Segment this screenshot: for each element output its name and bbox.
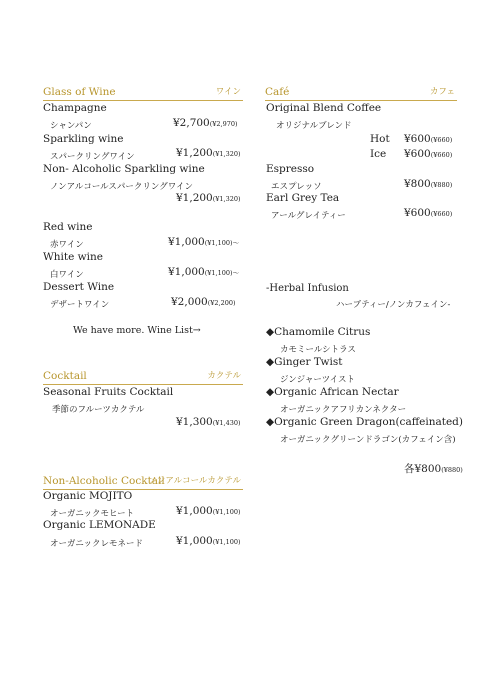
mojito-name: Organic MOJITO [43,490,133,502]
red-wine-jp: 赤ワイン [50,240,84,250]
wine-heading-jp: ワイン [215,87,241,97]
wine-section-heading [43,86,243,101]
nonalc-sparkling-price: ¥1,200(¥1,320) [176,192,241,204]
sparkling-jp: スパークリングワイン [50,152,135,162]
lemonade-price: ¥1,000(¥1,100) [176,535,241,547]
herbal-item-chamomile-jp: カモミールシトラス [280,345,356,355]
nonalc-sparkling-name: Non- Alcoholic Sparkling wine [43,163,205,175]
cocktail-heading-jp: カクテル [207,371,241,381]
cocktail-section-heading [43,370,243,385]
seasonal-cocktail-name: Seasonal Fruits Cocktail [43,386,174,398]
herbal-item-green-dragon: ◆Organic Green Dragon(caffeinated) [266,416,464,428]
hot-price: ¥600(¥660) [404,133,453,145]
blend-coffee-name: Original Blend Coffee [266,102,382,114]
herbal-item-green-dragon-jp: オーガニックグリーンドラゴン(カフェイン含) [280,435,456,445]
hot-label: Hot [370,133,390,145]
herbal-subheading: ハーブティー/ノンカフェイン- [336,300,451,310]
nonalc-sparkling-jp: ノンアルコールスパークリングワイン [50,182,193,192]
white-wine-price: ¥1,000(¥1,100)〜 [168,266,240,278]
herbal-item-ginger: ◆Ginger Twist [266,356,343,368]
dessert-wine-price: ¥2,000(¥2,200) [171,296,236,308]
nonalc-cocktail-heading: Non-Alcoholic Cocktail [43,475,165,487]
ice-label: Ice [370,148,387,160]
ice-price: ¥600(¥660) [404,148,453,160]
red-wine-name: Red wine [43,221,93,233]
herbal-item-ginger-jp: ジンジャーツイスト [280,375,356,385]
earl-grey-name: Earl Grey Tea [266,192,340,204]
champagne-name: Champagne [43,102,107,114]
white-wine-name: White wine [43,251,104,263]
dessert-wine-jp: デザートワイン [50,300,110,310]
cafe-heading-jp: カフェ [429,87,455,97]
cocktail-heading: Cocktail [43,370,87,382]
sparkling-name: Sparkling wine [43,133,124,145]
earl-grey-price: ¥600(¥660) [404,207,453,219]
cafe-heading: Café [265,86,290,98]
wine-list-link[interactable]: We have more. Wine List→ [73,325,201,336]
mojito-price: ¥1,000(¥1,100) [176,505,241,517]
espresso-name: Espresso [266,163,315,175]
herbal-item-african-nectar: ◆Organic African Nectar [266,386,399,398]
sparkling-price: ¥1,200(¥1,320) [176,147,241,159]
herbal-heading: -Herbal Infusion [266,283,349,294]
blend-coffee-jp: オリジナルブレンド [276,121,352,131]
red-wine-price: ¥1,000(¥1,100)〜 [168,236,240,248]
herbal-price: 各¥800(¥880) [404,463,463,475]
nonalc-cocktail-heading-jp: ノンアルコールカクテル [148,476,241,486]
earl-grey-jp: アールグレイティー [271,211,346,221]
seasonal-cocktail-jp: 季節のフルーツカクテル [52,405,145,415]
mojito-jp: オーガニックモヒート [50,509,135,519]
lemonade-jp: オーガニックレモネード [50,539,143,549]
herbal-item-african-nectar-jp: オーガニックアフリカンネクター [280,405,407,415]
champagne-price: ¥2,700(¥2,970) [173,117,238,129]
cafe-section-heading [265,86,457,101]
lemonade-name: Organic LEMONADE [43,519,156,531]
espresso-price: ¥800(¥880) [404,178,453,190]
dessert-wine-name: Dessert Wine [43,281,115,293]
wine-heading: Glass of Wine [43,86,116,98]
white-wine-jp: 白ワイン [50,270,84,280]
herbal-item-chamomile: ◆Chamomile Citrus [266,326,371,338]
seasonal-cocktail-price: ¥1,300(¥1,430) [176,416,241,428]
espresso-jp: エスプレッソ [271,182,322,192]
nonalc-cocktail-section-heading [43,475,243,490]
champagne-jp: シャンパン [50,121,92,131]
